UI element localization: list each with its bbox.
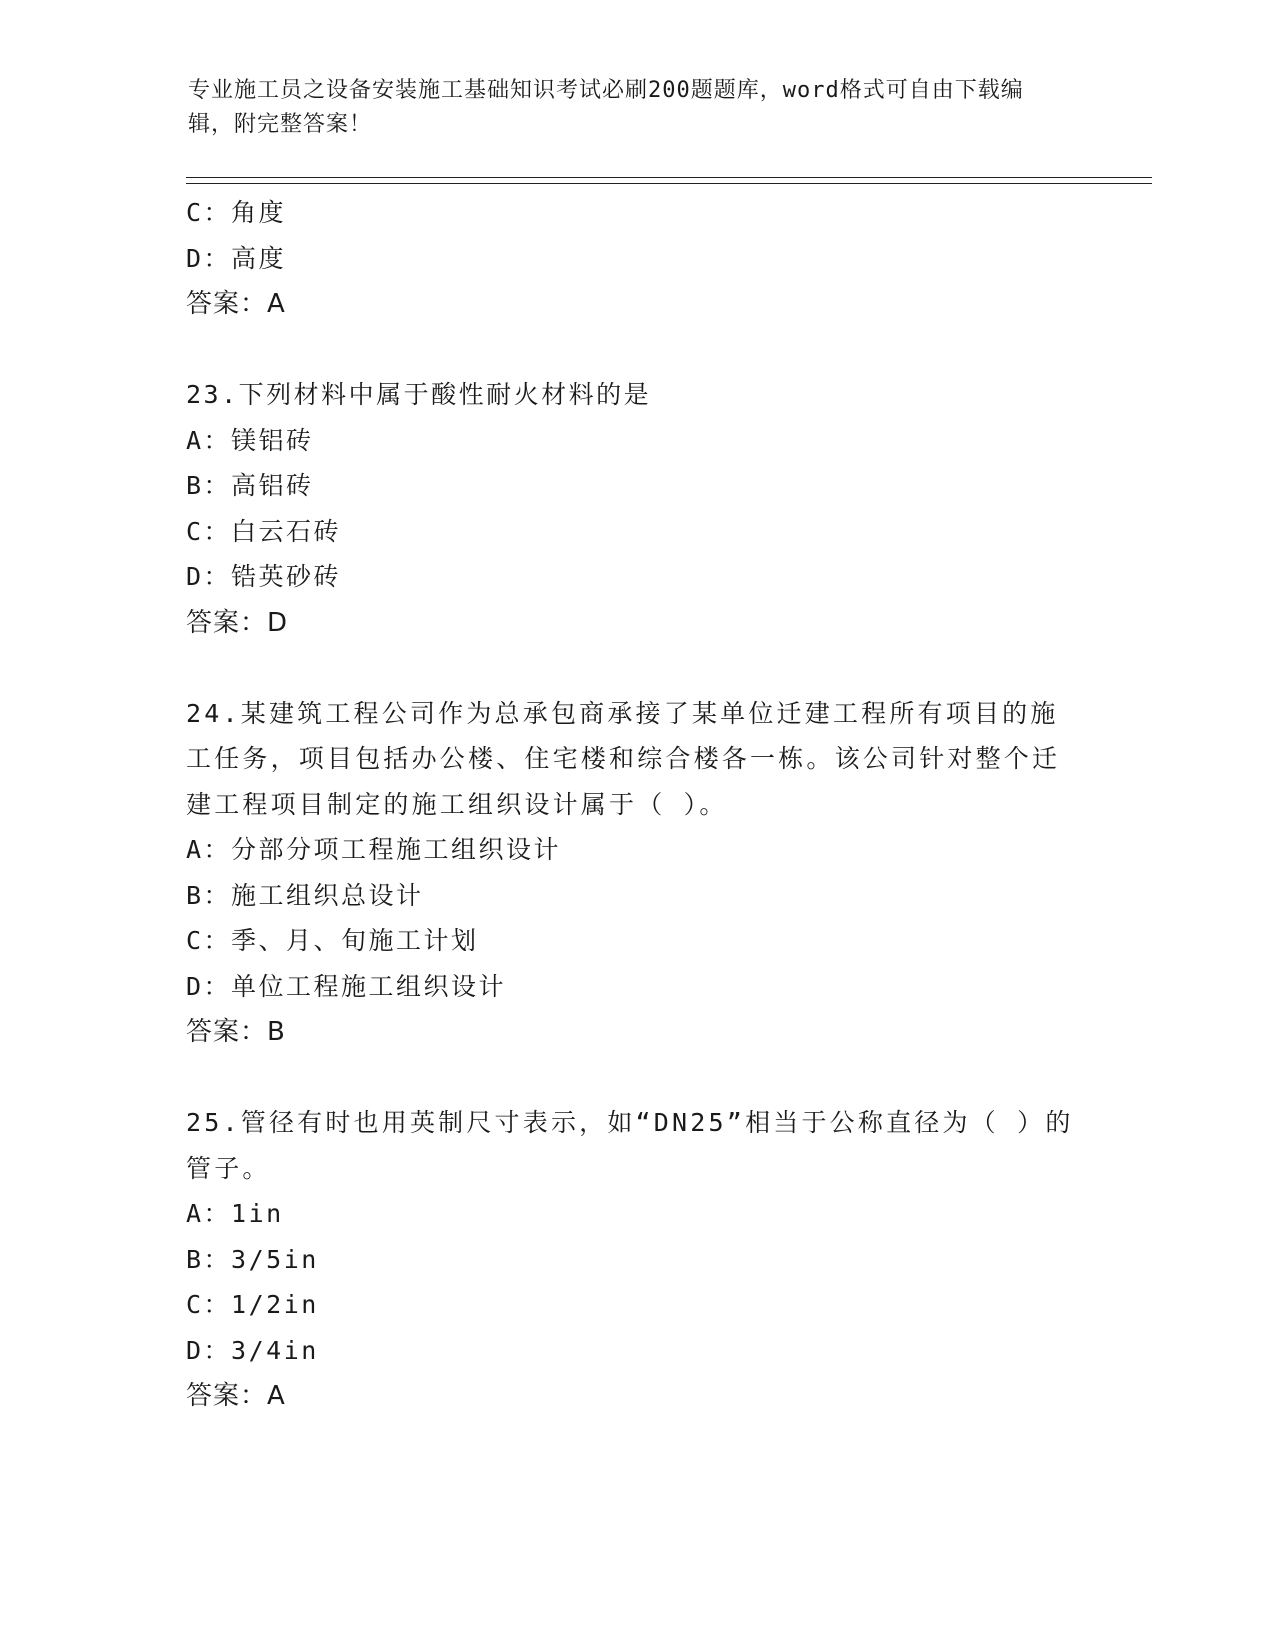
- question-25: [186, 1100, 1086, 1419]
- option-d: D：3/4in: [186, 1335, 319, 1365]
- question-text: 24.某建筑工程公司作为总承包商承接了某单位迁建工程所有项目的施工任务，项目包括办公楼、住宅楼和综合楼各一栋。该公司针对整个迁建工程项目制定的施工组织设计属于（ ）。: [186, 698, 1061, 819]
- question-23: [186, 372, 1086, 646]
- option-d: D：单位工程施工组织设计: [186, 971, 507, 1001]
- header-divider-bottom: [186, 183, 1152, 184]
- option-d: D：锆英砂砖: [186, 562, 342, 591]
- option-a: A：分部分项工程施工组织设计: [186, 835, 562, 864]
- question-24: [186, 691, 1086, 1056]
- option-b: B：3/5in: [186, 1244, 319, 1274]
- question-22-continuation: [186, 190, 1086, 327]
- page-header: 专业施工员之设备安装施工基础知识考试必刷200题题库，word格式可自由下载编辑，附完整答案！: [188, 78, 1024, 137]
- option-a: A：1in: [186, 1199, 284, 1228]
- option-c: C：1/2in: [186, 1290, 319, 1319]
- option-c: C：季、月、旬施工计划: [186, 926, 479, 955]
- answer-label: 答案：D: [186, 607, 289, 638]
- option-a: A：镁铝砖: [186, 425, 314, 455]
- option-c: C：白云石砖: [186, 516, 342, 546]
- question-list: [186, 190, 1086, 1419]
- answer-label: 答案：A: [186, 289, 286, 319]
- header-divider-top: [186, 177, 1152, 178]
- answer-label: 答案：A: [186, 1381, 286, 1411]
- option-c: C：角度: [186, 198, 287, 227]
- answer-label: 答案：B: [186, 1017, 286, 1047]
- option-d: D：高度: [186, 243, 287, 273]
- option-b: B：高铝砖: [186, 471, 314, 500]
- question-text: 25.管径有时也用英制尺寸表示，如“DN25”相当于公称直径为（ ）的管子。: [186, 1108, 1074, 1183]
- question-text: 23.下列材料中属于酸性耐火材料的是: [186, 380, 652, 409]
- option-b: B：施工组织总设计: [186, 880, 424, 910]
